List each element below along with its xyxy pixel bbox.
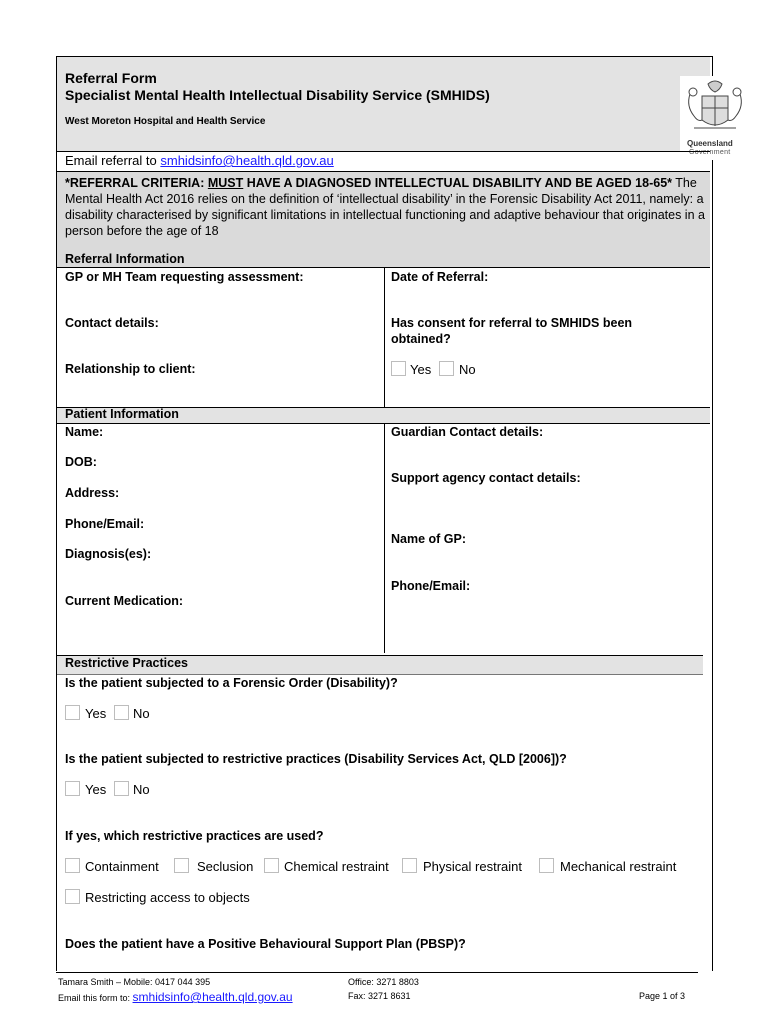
gp-name-label: Name of GP:	[391, 532, 467, 546]
support-agency-label: Support agency contact details:	[391, 471, 581, 485]
restricting-access-checkbox[interactable]	[65, 889, 80, 904]
footer-email-link[interactable]: smhidsinfo@health.qld.gov.au	[132, 990, 293, 1004]
email-referral-row	[57, 151, 710, 172]
seclusion-checkbox[interactable]	[174, 858, 189, 873]
email-referral-label: Email referral to	[65, 153, 161, 168]
column-divider	[384, 267, 385, 407]
pbsp-question: Does the patient have a Positive Behavioural Support Plan (PBSP)?	[65, 937, 466, 951]
mechanical-restraint-label: Mechanical restraint	[560, 859, 677, 874]
restrictive-no-checkbox[interactable]	[114, 781, 129, 796]
chemical-restraint-checkbox[interactable]	[264, 858, 279, 873]
footer-divider	[56, 972, 698, 973]
footer-contact: Tamara Smith – Mobile: 0417 044 395	[58, 977, 211, 987]
requesting-team-label: GP or MH Team requesting assessment:	[65, 270, 304, 284]
forensic-order-question: Is the patient subjected to a Forensic Order (Disability)?	[65, 676, 398, 690]
physical-restraint-checkbox[interactable]	[402, 858, 417, 873]
form-subtitle: Specialist Mental Health Intellectual Disability Service (SMHIDS)	[65, 87, 490, 103]
referral-information-heading: Referral Information	[65, 252, 185, 266]
column-divider	[384, 423, 385, 653]
consent-yes-checkbox[interactable]	[391, 361, 406, 376]
criteria-must: MUST	[207, 176, 244, 190]
restricting-access-label: Restricting access to objects	[85, 890, 250, 905]
contact-details-label: Contact details:	[65, 316, 159, 330]
criteria-body: The Mental Health Act 2016 relies on the definition of ‘intellectual disability’ in the Forensic Disability Act 2011, namely: a disability characterised by significant limitations in intellectual functioning and adaptive behaviour that originates in a person before the age of 18	[65, 176, 705, 238]
email-referral-text	[65, 153, 334, 168]
current-medication-label: Current Medication:	[65, 594, 184, 608]
footer-email-label: Email this form to:	[58, 993, 133, 1003]
email-referral-link[interactable]: smhidsinfo@health.qld.gov.au	[160, 153, 334, 168]
seclusion-label: Seclusion	[197, 859, 254, 874]
chemical-restraint-label: Chemical restraint	[284, 859, 389, 874]
restrictive-yes-label: Yes	[85, 782, 107, 797]
patient-phone-email-label: Phone/Email:	[65, 517, 145, 531]
consent-no-checkbox[interactable]	[439, 361, 454, 376]
organisation-name: West Moreton Hospital and Health Service	[65, 116, 266, 127]
patient-address-label: Address:	[65, 486, 120, 500]
which-practices-question: If yes, which restrictive practices are used?	[65, 829, 324, 843]
mechanical-restraint-checkbox[interactable]	[539, 858, 554, 873]
footer-page-number: Page 1 of 3	[639, 991, 686, 1001]
consent-no-label: No	[459, 362, 476, 377]
logo-text-government: Government	[689, 149, 731, 156]
gp-phone-email-label: Phone/Email:	[391, 579, 471, 593]
containment-checkbox[interactable]	[65, 858, 80, 873]
forensic-no-label: No	[133, 706, 150, 721]
patient-information-heading: Patient Information	[65, 407, 179, 421]
forensic-yes-checkbox[interactable]	[65, 705, 80, 720]
guardian-contact-label: Guardian Contact details:	[391, 425, 544, 439]
containment-label: Containment	[85, 859, 159, 874]
forensic-no-checkbox[interactable]	[114, 705, 129, 720]
referral-criteria-text	[65, 175, 705, 239]
footer-fax: Fax: 3271 8631	[348, 991, 411, 1001]
footer-email-row	[58, 990, 293, 1004]
form-title: Referral Form	[65, 70, 157, 86]
consent-question: Has consent for referral to SMHIDS been obtained?	[391, 316, 633, 346]
restrictive-no-label: No	[133, 782, 150, 797]
restrictive-practices-heading: Restrictive Practices	[65, 656, 188, 670]
restrictive-yes-checkbox[interactable]	[65, 781, 80, 796]
footer-office: Office: 3271 8803	[348, 977, 419, 987]
patient-dob-label: DOB:	[65, 455, 97, 469]
physical-restraint-label: Physical restraint	[423, 859, 522, 874]
logo-text-queensland: Queensland	[687, 139, 733, 148]
relationship-label: Relationship to client:	[65, 362, 196, 376]
patient-diagnosis-label: Diagnosis(es):	[65, 547, 152, 561]
patient-name-label: Name:	[65, 425, 104, 439]
criteria-bold-lead: *REFERRAL CRITERIA:	[65, 176, 208, 190]
forensic-yes-label: Yes	[85, 706, 107, 721]
criteria-bold-rest: HAVE A DIAGNOSED INTELLECTUAL DISABILITY AND BE AGED 18-65*	[243, 176, 673, 190]
consent-yes-label: Yes	[410, 362, 432, 377]
restrictive-practices-question: Is the patient subjected to restrictive practices (Disability Services Act, QLD [2006])?	[65, 752, 567, 766]
date-of-referral-label: Date of Referral:	[391, 270, 489, 284]
coat-of-arms-icon	[680, 76, 750, 138]
